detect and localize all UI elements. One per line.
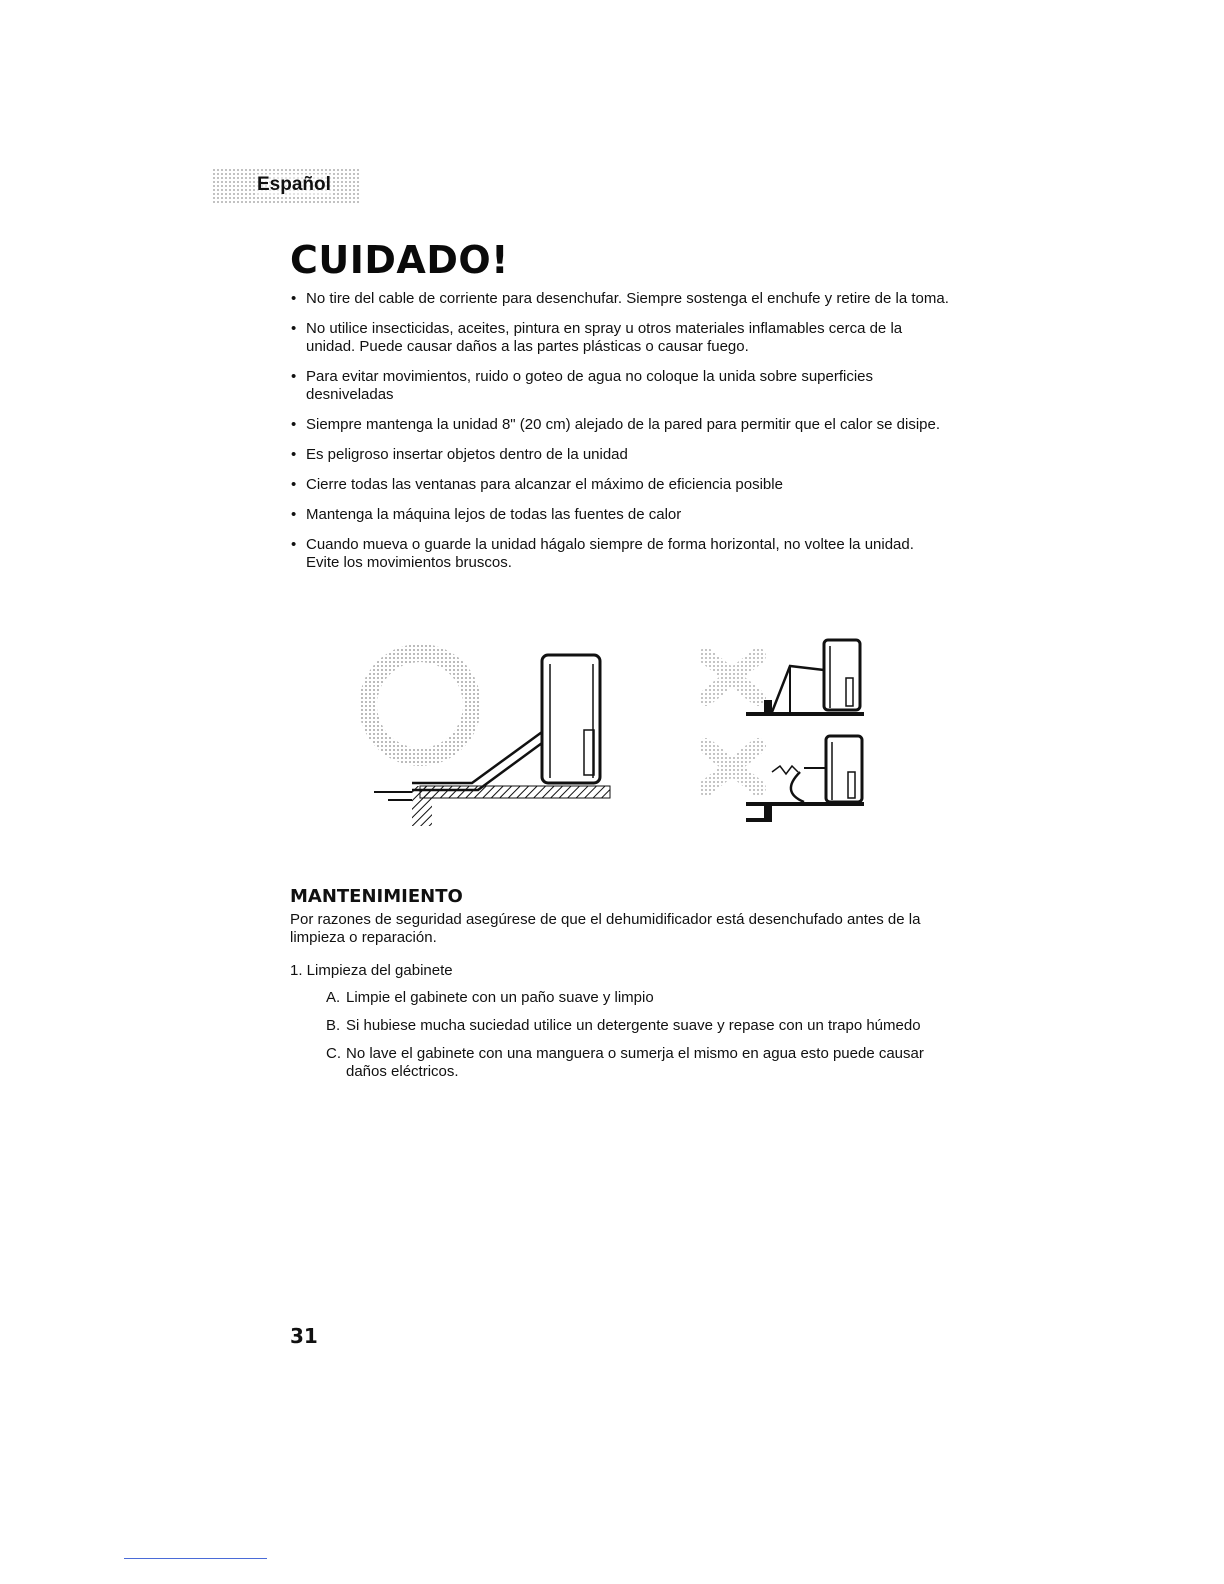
maintenance-intro: Por razones de seguridad asegúrese de que el dehumidificador está desenchufado antes de la limpieza o reparación. bbox=[290, 911, 921, 946]
list-item: • Mantenga la máquina lejos de todas las fuentes de calor bbox=[290, 506, 950, 524]
list-item: • Siempre mantenga la unidad 8" (20 cm) alejado de la pared para permitir que el calor se disipe. bbox=[290, 416, 950, 434]
caution-title: CUIDADO! bbox=[290, 238, 510, 282]
list-item bbox=[326, 1017, 946, 1035]
substep-text: Limpie el gabinete con un paño suave y limpio bbox=[346, 989, 654, 1006]
incorrect-placement-illustration-2 bbox=[700, 732, 870, 826]
substep-label: C. bbox=[326, 1045, 341, 1062]
substep-label: B. bbox=[326, 1017, 341, 1034]
list-item: • Cuando mueva o guarde la unidad hágalo siempre de forma horizontal, no voltee la unidad. Evite los movimientos bruscos. bbox=[290, 536, 950, 572]
maintenance-heading: MANTENIMIENTO bbox=[290, 886, 463, 907]
list-item: • Es peligroso insertar objetos dentro de la unidad bbox=[290, 446, 950, 464]
cleaning-substeps bbox=[326, 989, 946, 1081]
page-number: 31 bbox=[290, 1324, 318, 1348]
substep-text: Si hubiese mucha suciedad utilice un detergente suave y repase con un trapo húmedo bbox=[346, 1017, 921, 1034]
cleaning-step-title: 1. Limpieza del gabinete bbox=[290, 962, 453, 979]
dehumidifier-placement-illustration bbox=[360, 640, 630, 830]
list-item: • Para evitar movimientos, ruido o goteo de agua no coloque la unida sobre superficies desniveladas bbox=[290, 368, 950, 404]
substep-text: No lave el gabinete con una manguera o sumerja el mismo en agua esto puede causar daños eléctricos. bbox=[346, 1045, 924, 1080]
list-item: • No utilice insecticidas, aceites, pintura en spray u otros materiales inflamables cerca de la unidad. Puede causar daños a las partes plásticas o causar fuego. bbox=[290, 320, 950, 356]
list-item bbox=[326, 989, 946, 1007]
substep-label: A. bbox=[326, 989, 341, 1006]
caution-list bbox=[290, 290, 950, 572]
list-item bbox=[326, 1045, 946, 1081]
footer-rule bbox=[124, 1558, 267, 1559]
list-item: • No tire del cable de corriente para desenchufar. Siempre sostenga el enchufe y retire de la toma. bbox=[290, 290, 950, 308]
list-item: • Cierre todas las ventanas para alcanzar el máximo de eficiencia posible bbox=[290, 476, 950, 494]
language-tab bbox=[212, 168, 360, 204]
language-label: Español bbox=[257, 174, 331, 195]
incorrect-placement-illustration-1 bbox=[700, 636, 870, 726]
